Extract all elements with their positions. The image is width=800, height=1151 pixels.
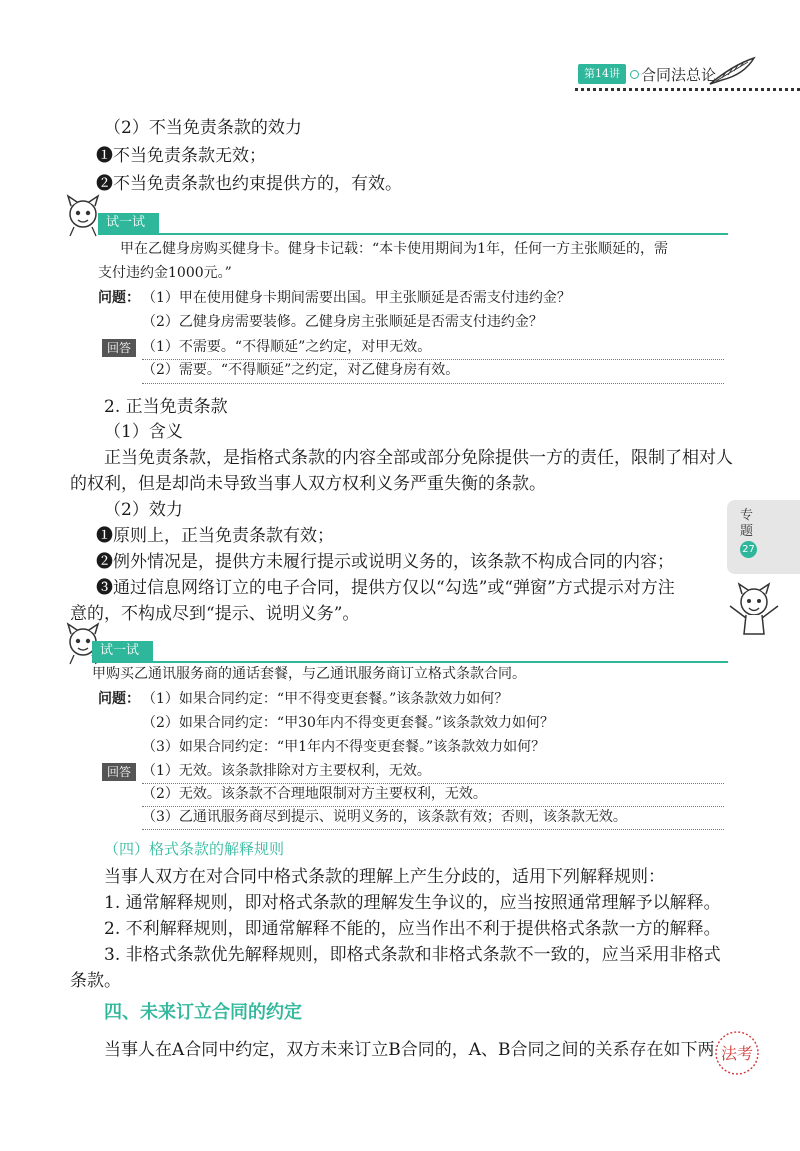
point-1: ❶原则上，正当免责条款有效； bbox=[96, 526, 334, 546]
case-text-line-2: 支付违约金1000元。” bbox=[98, 265, 232, 281]
paragraph-line: 当事人双方在对合同中格式条款的理解上产生分歧的，适用下列解释规则： bbox=[104, 867, 665, 887]
try-it-label: 试一试 bbox=[98, 213, 159, 233]
case-text-line-1: 甲在乙健身房购买健身卡。健身卡记载：“本卡使用期间为1年，任何一方主张顺延的，需 bbox=[120, 241, 669, 257]
paragraph-line: 正当免责条款，是指格式条款的内容全部或部分免除提供一方的责任，限制了相对人 bbox=[104, 448, 733, 468]
question-1: （1）甲在使用健身卡期间需要出国。甲主张顺延是否需支付违约金？ bbox=[142, 290, 571, 306]
answer-divider bbox=[142, 359, 724, 360]
question-label: 问题： bbox=[98, 290, 140, 306]
answer-2: （2）无效。该条款不合理地限制对方主要权利，无效。 bbox=[142, 786, 487, 802]
paragraph-line: 条款。 bbox=[70, 971, 121, 991]
stamp-seal-icon bbox=[712, 1028, 762, 1078]
try-it-rule bbox=[92, 661, 728, 663]
subheading-meaning: （1）含义 bbox=[104, 422, 183, 442]
question-3: （3）如果合同约定：“甲1年内不得变更套餐。”该条款效力如何？ bbox=[142, 739, 546, 755]
topic-side-tab-label: 专题 bbox=[740, 508, 754, 539]
answer-badge: 回答 bbox=[102, 339, 136, 357]
case-text: 甲购买乙通讯服务商的通话套餐，与乙通讯服务商订立格式条款合同。 bbox=[92, 666, 526, 682]
point-2: ❷不当免责条款也约束提供方的，有效。 bbox=[96, 174, 402, 194]
rule-1: 1. 通常解释规则，即对格式条款的理解发生争议的，应当按照通常理解予以解释。 bbox=[104, 893, 721, 913]
answer-divider bbox=[142, 783, 724, 784]
answer-1: （1）无效。该条款排除对方主要权利，无效。 bbox=[142, 763, 431, 779]
topic-side-tab-number: 27 bbox=[740, 541, 757, 558]
answer-badge: 回答 bbox=[102, 763, 136, 781]
rule-2: 2. 不利解释规则，即通常解释不能的，应当作出不利于提供格式条款一方的解释。 bbox=[104, 919, 721, 939]
topic-side-tab bbox=[727, 500, 800, 574]
answer-3: （3）乙通讯服务商尽到提示、说明义务的，该条款有效；否则，该条款无效。 bbox=[142, 809, 627, 825]
point-3: ❸通过信息网络订立的电子合同，提供方仅以“勾选”或“弹窗”方式提示对方注 bbox=[96, 578, 675, 598]
answer-divider bbox=[142, 806, 724, 807]
heading-proper-exemption: 2. 正当免责条款 bbox=[104, 397, 228, 417]
point-2: ❷例外情况是，提供方未履行提示或说明义务的，该条款不构成合同的内容； bbox=[96, 552, 674, 572]
header-rule bbox=[575, 88, 800, 91]
subheading-invalid-effect: （2）不当免责条款的效力 bbox=[104, 118, 302, 138]
paragraph-line: 当事人在A合同中约定，双方未来订立B合同的，A、B合同之间的关系存在如下两 bbox=[104, 1040, 715, 1060]
question-2: （2）乙健身房需要装修。乙健身房主张顺延是否需支付违约金？ bbox=[142, 314, 543, 330]
question-label: 问题： bbox=[98, 691, 140, 707]
chapter-title: 合同法总论 bbox=[641, 66, 717, 84]
chapter-tag: 第14讲 bbox=[578, 64, 626, 84]
subheading-effect: （2）效力 bbox=[104, 500, 183, 520]
question-2: （2）如果合同约定：“甲30年内不得变更套餐。”该条款效力如何？ bbox=[142, 715, 555, 731]
answer-1: （1）不需要。“不得顺延”之约定，对甲无效。 bbox=[142, 339, 432, 355]
question-1: （1）如果合同约定：“甲不得变更套餐。”该条款效力如何？ bbox=[142, 691, 509, 707]
answer-2: （2）需要。“不得顺延”之约定，对乙健身房有效。 bbox=[142, 362, 460, 378]
answer-divider bbox=[142, 383, 724, 384]
stamp-text: 法考 bbox=[720, 1044, 754, 1063]
cat-mascot-icon bbox=[724, 582, 786, 640]
paragraph-line: 的权利，但是却尚未导致当事人双方权利义务严重失衡的条款。 bbox=[70, 474, 546, 494]
try-it-rule bbox=[98, 233, 728, 235]
rule-3: 3. 非格式条款优先解释规则，即格式条款和非格式条款不一致的，应当采用非格式 bbox=[104, 945, 721, 965]
answer-divider bbox=[142, 829, 724, 830]
chapter-dot-icon bbox=[630, 70, 639, 79]
section-heading: 四、未来订立合同的约定 bbox=[104, 1002, 302, 1023]
paragraph-line: 意的，不构成尽到“提示、说明义务”。 bbox=[70, 604, 360, 624]
feather-pen-icon bbox=[708, 56, 756, 86]
try-it-label: 试一试 bbox=[92, 641, 153, 661]
point-1: ❶不当免责条款无效； bbox=[96, 146, 266, 166]
section-subheading: （四）格式条款的解释规则 bbox=[104, 840, 285, 858]
